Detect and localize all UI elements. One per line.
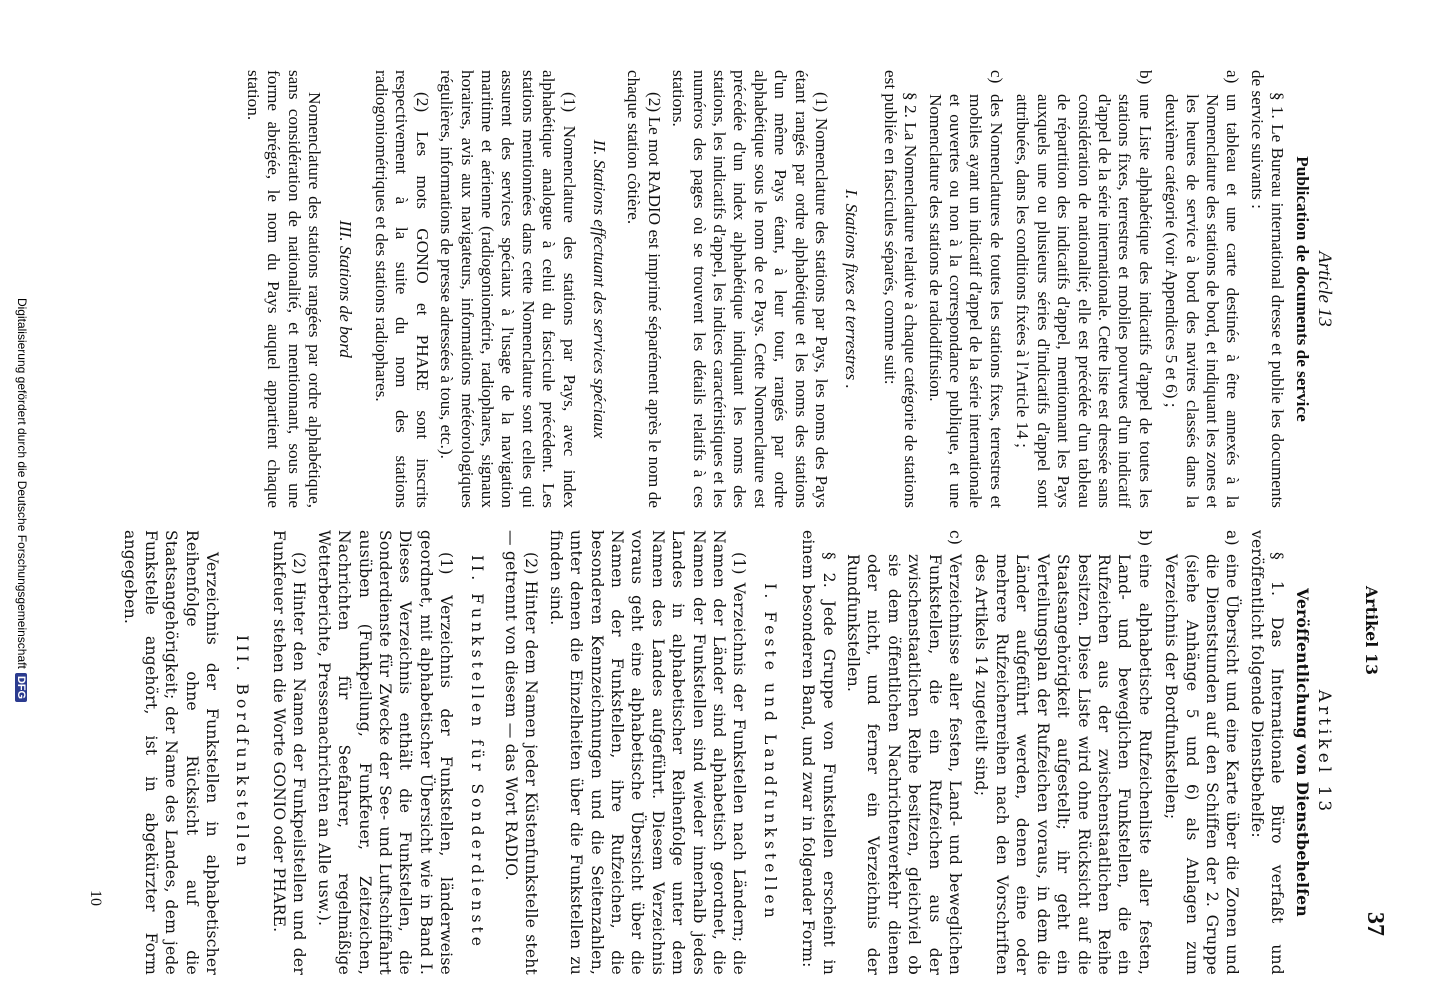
german-heading-3: III. Bordfunkstellen [233,635,252,870]
german-heading-2: II. Funkstellen für Sonderdienste [467,554,486,951]
german-h3-p1: Verzeichnis der Funkstellen in alphabetischer Reihenfolge ohne Rücksicht auf die Staatsangehörigkeit; der Name des Landes, dem jede Funkstelle angehört, ist in abgekürzter Form angegeben. [121,530,222,975]
page-number: 37 [1362,912,1388,936]
french-h2-p2: (2) Les mots GONIO et PHARE sont inscrits respectivement à la suite du nom des stations radiogoniométriques et des stations radiophares. [371,70,432,508]
footer-number: 10 [87,890,104,906]
french-h1-p2: (2) Le mot RADIO est imprimé séparément après le nom de chaque station côtière. [624,70,664,508]
french-item-b: b) une Liste alphabétique des indicatifs d'appel de toutes les stations fixes, terrestres et mobiles pourvues d'un indicatif d'appel de la série internationale. Cette liste est dressée sans considération de nationalité; elle est précédée d'un tableau de répartition des indicatifs d'appel, mentionnant les Pays auxquels une ou plusieurs séries d'indicatifs d'appel sont attribuées, dans les conditions fixées à l'Article 14 ; [1013,70,1155,508]
german-h2-p2: (2) Hinter den Namen der Funkpeilstellen und der Funkfeuer stehen die Worte GONIO oder PHARE. [269,530,309,975]
german-running-head: Artikel 13 [1362,586,1381,676]
french-article-subtitle: Publication de documents de service [1292,156,1312,422]
german-column [116,530,1334,975]
french-heading-3: III. Stations de bord [335,220,355,358]
german-item-b: b) eine alphabetische Rufzeichenliste aller festen, Land- und beweglichen Funkstellen, die ein Rufzeichen aus der zwischenstaatlichen Reihe besitzen. Diese Liste wird ohne Rücksicht auf die Staatsangehörigkeit aufgestellt; ihr geht ein Verteilungsplan der Rufzeichen voraus, in dem die Länder aufgeführt werden, denen eine oder mehrere Rufzeichenreihen nach den Vorschriften des Artikels 14 zugeteilt sind; [972,530,1154,975]
german-paragraph-s2: § 2. Jede Gruppe von Funkstellen erscheint in einem besonderen Band, und zwar in folgender Form: [799,530,838,975]
french-heading-2: II. Stations effectuant des services spéciaux [590,139,609,439]
french-item-a: a) un tableau et une carte destinés à être annexés à la Nomenclature des stations de bord, et indiquant les zones et les heures de service à bord des navires classés dans la deuxième catégorie (voir Appendices 5 et 6) ; [1162,70,1243,508]
french-h2-p1: (1) Nomenclature des stations par Pays, avec index alphabétique analogue à celui du fascicule précédent. Les stations mentionnées dans cette Nomenclature sont celles qui assurent des services spéciaux à l'usage de la navigation maritime et aérienne (radiogoniométrie, radiophares, signaux horaires, avis aux navigateurs, informations météorologiques régulières, informations de presse adressées à tous, etc.). [437,70,579,508]
digitization-credit: Digitalisierung gefördert durch die Deutsche ForschungsgemeinschaftDFG [15,0,29,1000]
french-h3-p1: Nomenclature des stations rangées par ordre alphabétique, sans considération de nationalité, et mentionnant, sous une forme abrégée, le nom du Pays auquel appartient chaque station. [243,70,325,508]
french-h1-p1: (1) Nomenclature des stations par Pays, les noms des Pays étant rangés par ordre alphabétique et les noms des stations d'un même Pays étant, à leur tour, rangés par ordre alphabétique sous le nom de ce Pays. Cette Nomenclature est précédée d'un index alphabétique indiquant les noms des stations, les indicatifs d'appel, les indices caractéristiques et les numéros des pages où se trouvent les détails relatifs à ces stations. [669,70,832,508]
french-heading-1: I. Stations fixes et terrestres . [842,189,862,389]
german-heading-1: I. Feste und Landfunkstellen [760,583,779,922]
german-item-a: a) eine Übersicht und eine Karte über die Zonen und die Dienststunden auf den Schiffen der 2. Gruppe (siehe Anhänge 5 und 6) als Anlagen zum Verzeichnis der Bordfunkstellen; [1162,530,1242,975]
french-article-title: Article 13 [1314,251,1335,327]
german-h1-p1: (1) Verzeichnis der Funkstellen nach Ländern; die Namen der Länder sind alphabetisch geordnet, die Namen der Funkstellen sind wieder innerhalb jedes Landes in alphabetischer Reihenfolge unter dem Namen des Landes aufgeführt. Diesem Verzeichnis voraus geht eine alphabetische Übersicht über die Namen der Funkstellen, ihre Rufzeichen, die besonderen Kennzeichnungen und die Seitenzahlen, unter denen die Einzelheiten über die Funkstellen zu finden sind. [546,530,749,975]
german-h2-p1: (1) Verzeichnis der Funkstellen, länderweise geordnet, mit alphabetischer Übersicht wie in Band I. Dieses Verzeichnis enthält die Funkstellen, die Sonderdienste für Zwecke der See- und Luftschiffahrt ausüben (Funkpeilung, Funkfeuer, Zeitzeichen, Nachrichten für Seefahrer, regelmäßige Wetterberichte, Pressenachrichten an Alle usw.). [314,530,456,975]
german-article-subtitle: Veröffentlichung von Dienstbehelfen [1292,588,1312,917]
german-article-title: Artikel 13 [1314,689,1334,816]
german-item-c: c) Verzeichnisse aller festen, Land- und beweglichen Funkstellen, die ein Rufzeichen aus der zwischenstaatlichen Reihe besitzen, gleichviel ob sie dem öffentlichen Nachrichtenverkehr dienen oder nicht, und ferner ein Verzeichnis der Rundfunkstellen. [844,530,965,975]
french-paragraph-s2: § 2. La Nomenclature relative à chaque catégorie de stations est publiée en fascicules séparés, comme suit: [880,70,921,508]
french-paragraph-s1: § 1. Le Bureau international dresse et publie les documents de service suivants : [1247,70,1288,508]
german-paragraph-s1: § 1. Das Internationale Büro verfaßt und veröffentlicht folgende Dienstbehelfe: [1247,530,1287,975]
french-column [239,70,1335,508]
french-item-c: c) des Nomenclatures de toutes les stations fixes, terrestres et mobiles ayant un indicatif d'appel de la série internationale et ouvertes ou non à la correspondance publique, et une Nomenclature des stations de radiodiffusion. [925,70,1006,508]
dfg-logo: DFG [15,673,27,702]
german-h1-p2: (2) Hinter dem Namen jeder Küstenfunkstelle steht — getrennt von diesem — das Wort RADIO. [501,530,541,975]
